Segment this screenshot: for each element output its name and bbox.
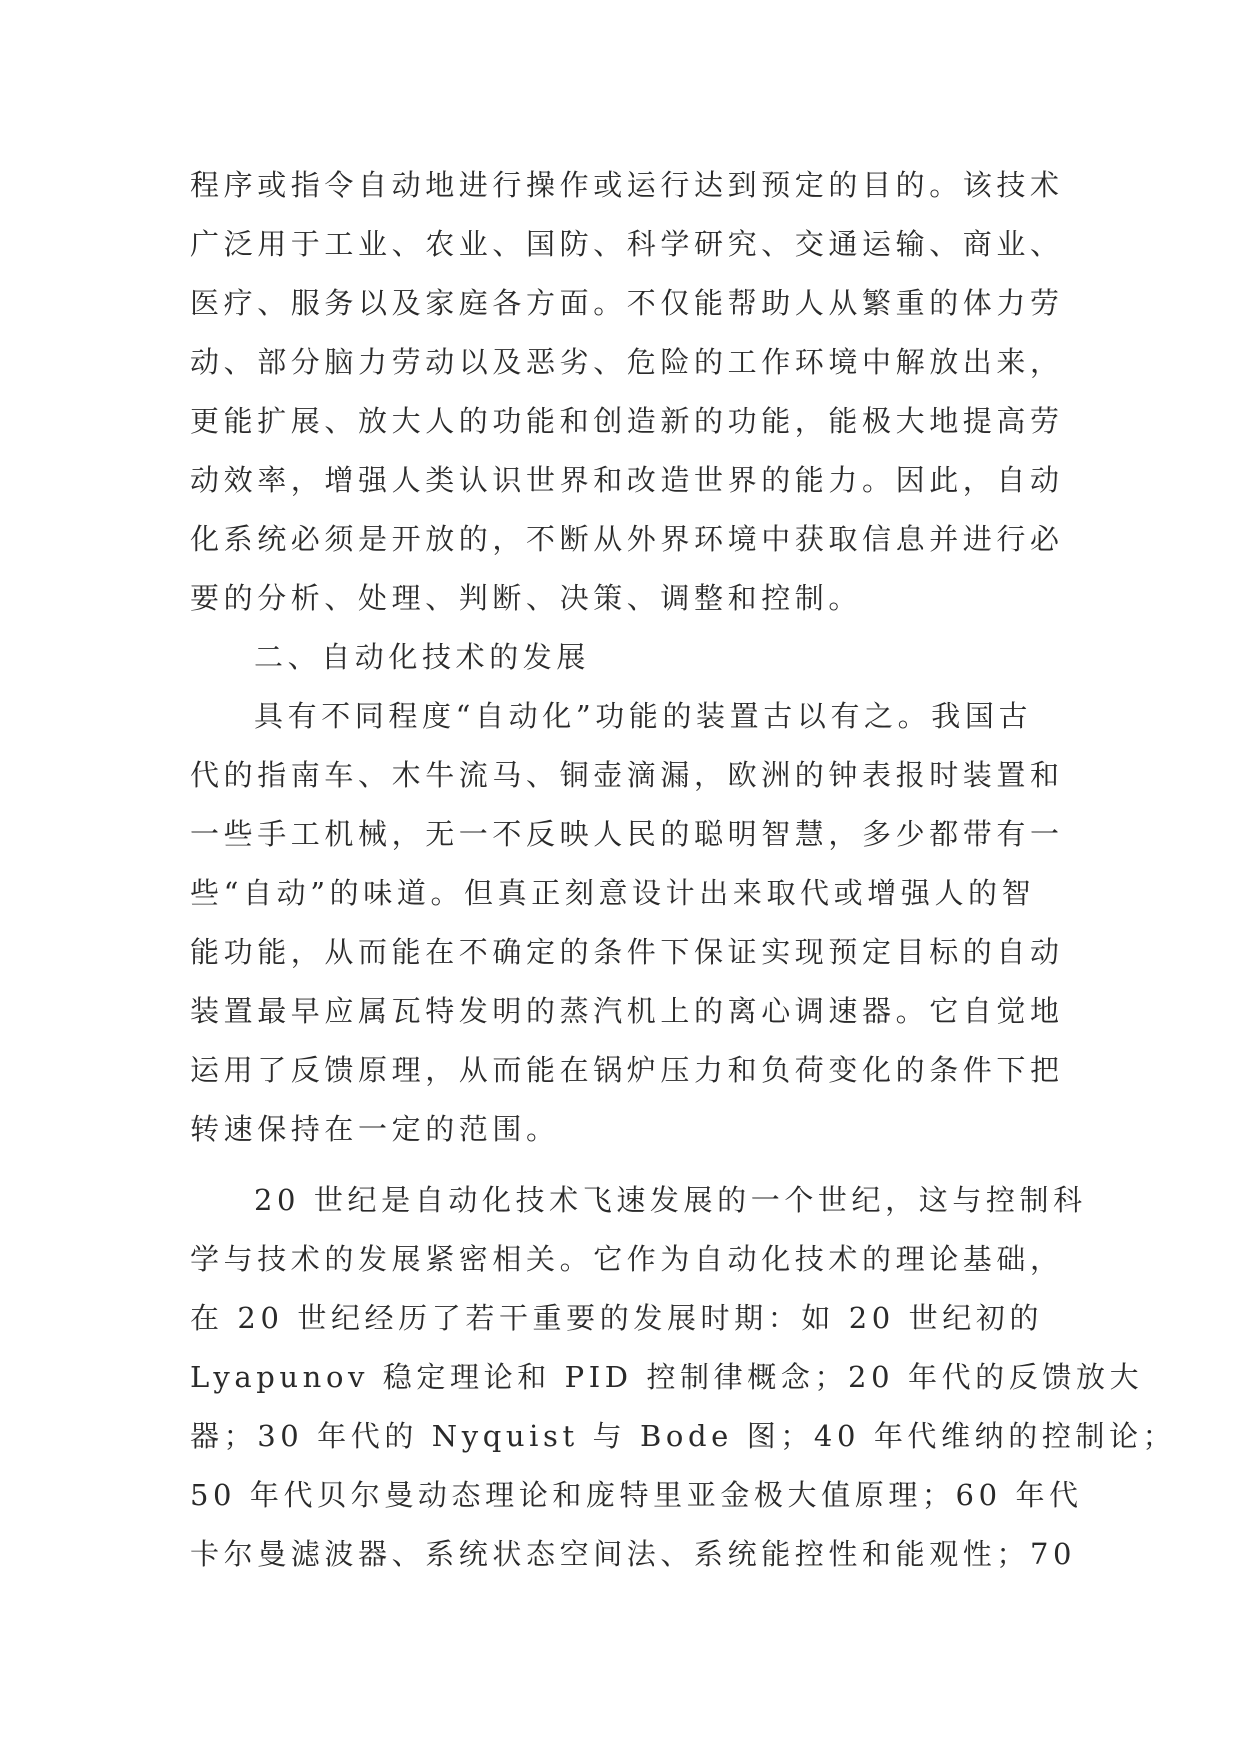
text-line: 具有不同程度“自动化”功能的装置古以有之。我国古 [254, 699, 1033, 733]
text-line: 卡尔曼滤波器、系统状态空间法、系统能控性和能观性；70 [190, 1537, 1077, 1571]
section-heading [190, 628, 1070, 687]
text-line: 广泛用于工业、农业、国防、科学研究、交通运输、商业、 [190, 227, 1064, 261]
text-line: 动效率，增强人类认识世界和改造世界的能力。因此，自动 [190, 463, 1064, 497]
text-line: 20 世纪是自动化技术飞速发展的一个世纪，这与控制科 [254, 1183, 1087, 1217]
text-line: 器；30 年代的 Nyquist 与 Bode 图；40 年代维纳的控制论； [190, 1419, 1177, 1453]
text-line: 在 20 世纪经历了若干重要的发展时期：如 20 世纪初的 [190, 1301, 1044, 1335]
heading-text: 二、自动化技术的发展 [254, 640, 591, 674]
text-line: 学与技术的发展紧密相关。它作为自动化技术的理论基础， [190, 1242, 1064, 1276]
text-line: 更能扩展、放大人的功能和创造新的功能，能极大地提高劳 [190, 404, 1064, 438]
paragraph-automation-applications [190, 156, 1070, 628]
text-line: 动、部分脑力劳动以及恶劣、危险的工作环境中解放出来， [190, 345, 1064, 379]
text-line: 转速保持在一定的范围。 [190, 1112, 560, 1146]
text-line: 程序或指令自动地进行操作或运行达到预定的目的。该技术 [190, 168, 1064, 202]
paragraph-20th-century [190, 1171, 1177, 1584]
text-line: 代的指南车、木牛流马、铜壶滴漏，欧洲的钟表报时装置和 [190, 758, 1064, 792]
text-line: 50 年代贝尔曼动态理论和庞特里亚金极大值原理；60 年代 [190, 1478, 1083, 1512]
text-line: 装置最早应属瓦特发明的蒸汽机上的离心调速器。它自觉地 [190, 994, 1064, 1028]
text-line: 医疗、服务以及家庭各方面。不仅能帮助人从繁重的体力劳 [190, 286, 1064, 320]
text-line: 能功能，从而能在不确定的条件下保证实现预定目标的自动 [190, 935, 1064, 969]
text-line: 些“自动”的味道。但真正刻意设计出来取代或增强人的智 [190, 876, 1036, 910]
text-line: Lyapunov 稳定理论和 PID 控制律概念；20 年代的反馈放大 [190, 1360, 1144, 1394]
text-line: 要的分析、处理、判断、决策、调整和控制。 [190, 581, 863, 615]
text-line: 运用了反馈原理，从而能在锅炉压力和负荷变化的条件下把 [190, 1053, 1064, 1087]
text-line: 一些手工机械，无一不反映人民的聪明智慧，多少都带有一 [190, 817, 1064, 851]
text-line: 化系统必须是开放的，不断从外界环境中获取信息并进行必 [190, 522, 1064, 556]
body-text [190, 156, 1177, 1584]
paragraph-early-automation [190, 687, 1070, 1159]
